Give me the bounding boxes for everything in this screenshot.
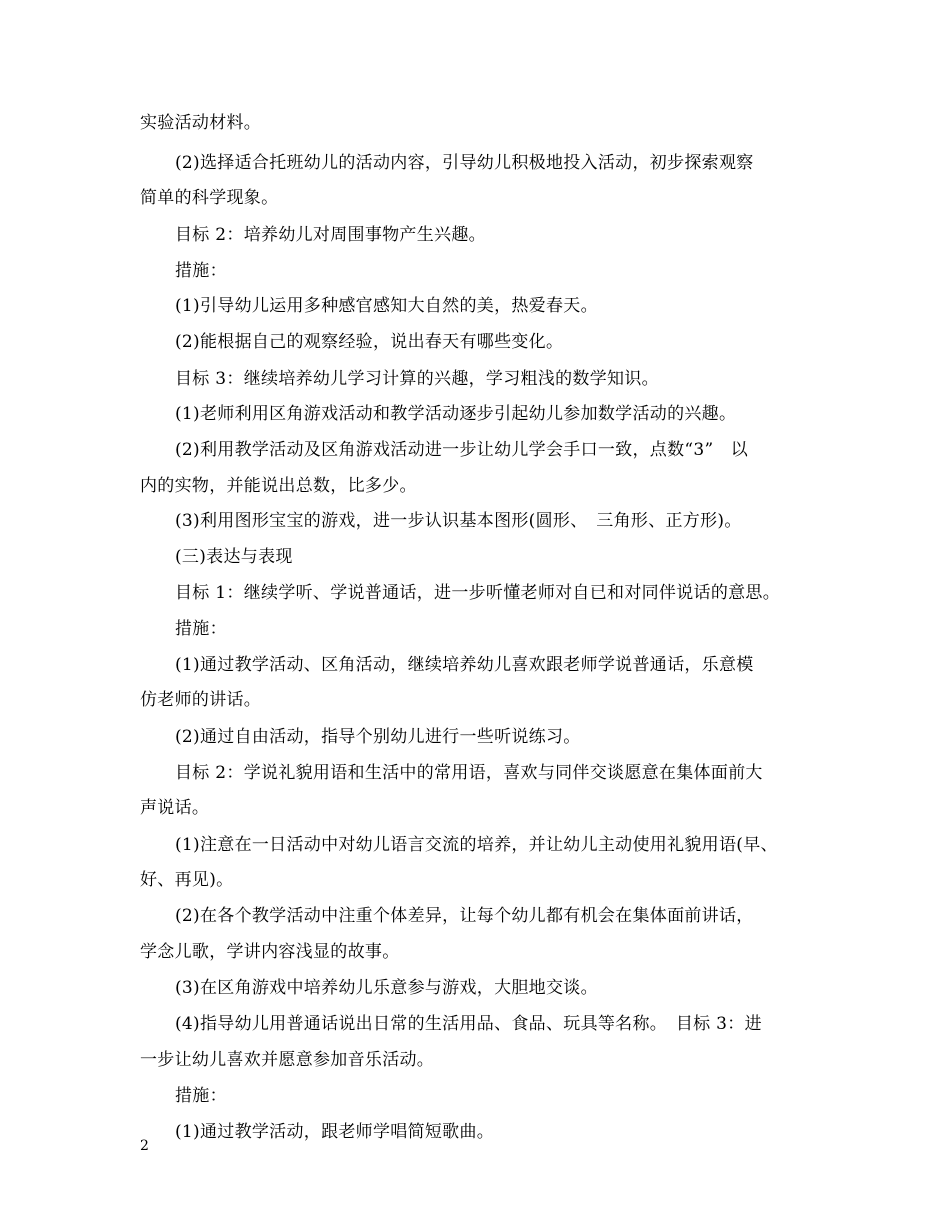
text-line: (4)指导幼儿用普通话说出日常的生活用品、食品、玩具等名称。 目标 3：进 (175, 1014, 762, 1034)
text-line: (2)通过自由活动，指导个别幼儿进行一些听说练习。 (175, 727, 581, 747)
text-line: (1)通过教学活动，跟老师学唱简短歌曲。 (175, 1122, 495, 1142)
text-line: (2)选择适合托班幼儿的活动内容，引导幼儿积极地投入活动，初步探索观察 (175, 153, 754, 173)
text-line: 措施： (175, 1086, 227, 1106)
text-line: 仿老师的讲话。 (140, 690, 262, 710)
text-line: 目标 3：继续培养幼儿学习计算的兴趣，学习粗浅的数学知识。 (175, 369, 659, 389)
text-line: (2)利用教学活动及区角游戏活动进一步让幼儿学会手口一致，点数“3” 以 (175, 440, 749, 460)
text-line: (1)注意在一日活动中对幼儿语言交流的培养，并让幼儿主动使用礼貌用语(早、 (175, 835, 778, 855)
text-line: 简单的科学现象。 (140, 188, 279, 208)
section-heading: (三)表达与表现 (175, 547, 293, 567)
text-line: 学念儿歌，学讲内容浅显的故事。 (140, 942, 400, 962)
text-line: (2)在各个教学活动中注重个体差异，让每个幼儿都有机会在集体面前讲话， (175, 906, 754, 926)
text-line: (1)老师利用区角游戏活动和教学活动逐步引起幼儿参加数学活动的兴趣。 (175, 404, 737, 424)
text-line: (2)能根据自己的观察经验，说出春天有哪些变化。 (175, 332, 564, 352)
text-line: 目标 2：培养幼儿对周围事物产生兴趣。 (175, 225, 486, 245)
text-line: 实验活动材料。 (140, 113, 262, 133)
text-line: (3)利用图形宝宝的游戏，进一步认识基本图形(圆形、 三角形、正方形)。 (175, 511, 742, 531)
text-line: 目标 2：学说礼貌用语和生活中的常用语，喜欢与同伴交谈愿意在集体面前大 (175, 763, 763, 783)
text-line: 一步让幼儿喜欢并愿意参加音乐活动。 (140, 1050, 435, 1070)
text-line: 内的实物，并能说出总数，比多少。 (140, 476, 417, 496)
text-line: (1)通过教学活动、区角活动，继续培养幼儿喜欢跟老师学说普通话，乐意模 (175, 655, 754, 675)
text-line: 措施： (175, 261, 227, 281)
text-line: (1)引导幼儿运用多种感官感知大自然的美，热爱春天。 (175, 296, 598, 316)
text-line: 好、再见)。 (140, 870, 234, 890)
text-line: (3)在区角游戏中培养幼儿乐意参与游戏，大胆地交谈。 (175, 978, 598, 998)
page-number: 2 (140, 1138, 149, 1154)
text-line: 声说话。 (140, 798, 210, 818)
text-line: 目标 1：继续学听、学说普通话，进一步听懂老师对自已和对同伴说话的意思。 (175, 583, 781, 603)
text-line: 措施： (175, 619, 227, 639)
